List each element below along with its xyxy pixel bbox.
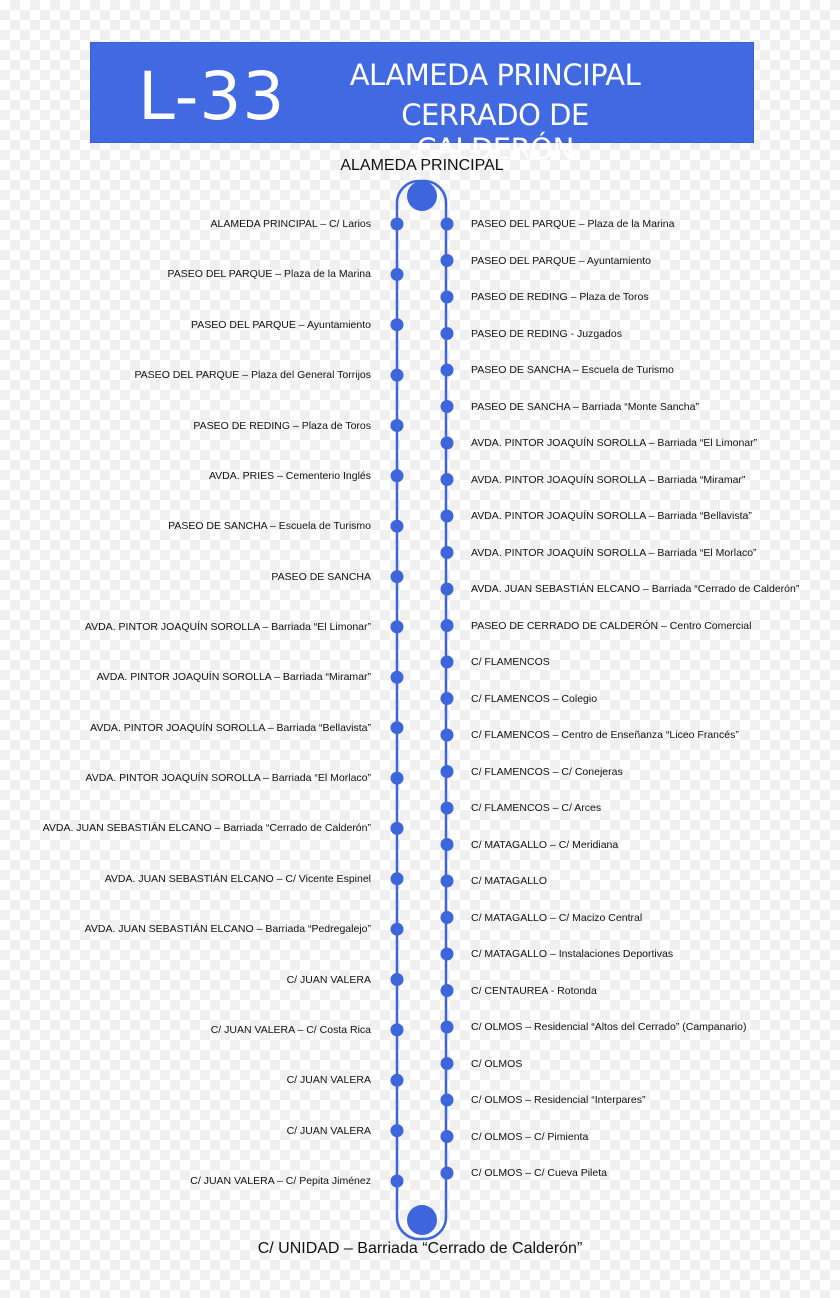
- outbound-stop-label: C/ JUAN VALERA: [286, 973, 371, 986]
- return-stop-label: C/ OLMOS – C/ Pimienta: [471, 1130, 589, 1143]
- return-stop-label: C/ FLAMENCOS – C/ Arces: [471, 802, 602, 814]
- outbound-stop-label: AVDA. PRIES – Cementerio Inglés: [208, 469, 371, 482]
- return-stop-dot: [441, 1057, 454, 1070]
- outbound-stop-dot: [391, 1124, 404, 1137]
- return-stop-dot: [441, 291, 454, 304]
- outbound-stop-dot: [391, 419, 404, 432]
- route-loop-track: [397, 181, 446, 1239]
- outbound-stop-dot: [391, 469, 404, 482]
- return-stop-dot: [441, 400, 454, 413]
- return-stop-label: C/ FLAMENCOS – Colegio: [471, 692, 598, 705]
- return-stop-dot: [441, 546, 454, 559]
- return-stop-label: C/ CENTAUREA - Rotonda: [471, 984, 597, 997]
- outbound-stop-label: AVDA. PINTOR JOAQUÍN SOROLLA – Barriada “Miramar”: [96, 671, 371, 684]
- return-stop-label: C/ MATAGALLO – C/ Macizo Central: [471, 911, 643, 924]
- outbound-stop-label: PASEO DE SANCHA: [271, 570, 371, 583]
- bottom-terminal-label: C/ UNIDAD – Barriada “Cerrado de Calderón”: [257, 1240, 583, 1257]
- outbound-stop-dot: [391, 620, 404, 633]
- return-stop-label: C/ MATAGALLO – C/ Meridiana: [471, 838, 619, 851]
- return-stop-label: AVDA. JUAN SEBASTIÁN ELCANO – Barriada “Cerrado de Calderón”: [471, 583, 800, 595]
- outbound-stop-dot: [391, 570, 404, 583]
- outbound-stop-label: AVDA. JUAN SEBASTIÁN ELCANO – C/ Vicente Espinel: [104, 872, 371, 885]
- return-stop-label: PASEO DE REDING – Plaza de Toros: [471, 291, 649, 303]
- return-stop-dot: [441, 218, 454, 231]
- outbound-stop-dot: [391, 923, 404, 936]
- return-stop-label: PASEO DEL PARQUE – Ayuntamiento: [471, 254, 651, 267]
- outbound-stop-dot: [391, 520, 404, 533]
- return-stop-dot: [441, 1167, 454, 1180]
- outbound-stop-dot: [391, 1023, 404, 1036]
- outbound-stop-label: ALAMEDA PRINCIPAL – C/ Larios: [210, 218, 371, 230]
- return-stop-dot: [441, 911, 454, 924]
- outbound-stop-dot: [391, 1074, 404, 1087]
- outbound-stop-label: AVDA. PINTOR JOAQUÍN SOROLLA – Barriada “El Morlaco”: [85, 772, 371, 785]
- return-stop-label: PASEO DE SANCHA – Barriada “Monte Sancha”: [471, 400, 699, 413]
- return-stop-label: AVDA. PINTOR JOAQUÍN SOROLLA – Barriada “El Morlaco”: [471, 546, 757, 559]
- return-stop-label: C/ OLMOS – C/ Cueva Pileta: [471, 1167, 607, 1179]
- outbound-stop-label: C/ JUAN VALERA: [286, 1074, 371, 1087]
- return-stop-label: PASEO DE REDING - Juzgados: [471, 327, 622, 340]
- outbound-stop-dot: [391, 369, 404, 382]
- return-stop-dot: [441, 948, 454, 961]
- return-stop-label: C/ FLAMENCOS – C/ Conejeras: [471, 765, 623, 778]
- bottom-terminal-stop: [407, 1205, 437, 1235]
- line-name-origin: ALAMEDA PRINCIPAL: [349, 58, 641, 92]
- outbound-stop-dot: [391, 318, 404, 331]
- return-stop-dot: [441, 765, 454, 778]
- return-stop-dot: [441, 656, 454, 669]
- outbound-stop-dot: [391, 1175, 404, 1188]
- line-code: L-33: [138, 58, 286, 135]
- return-stop-dot: [441, 437, 454, 450]
- return-stop-dot: [441, 364, 454, 377]
- top-terminal-stop: [407, 181, 437, 211]
- outbound-stop-label: AVDA. JUAN SEBASTIÁN ELCANO – Barriada “Pedregalejo”: [84, 923, 371, 936]
- return-stop-label: C/ MATAGALLO: [471, 875, 548, 887]
- outbound-stop-dot: [391, 973, 404, 986]
- return-stop-label: C/ FLAMENCOS – Centro de Enseñanza “Liceo Francés”: [471, 729, 739, 741]
- return-stop-label: C/ FLAMENCOS: [471, 656, 550, 668]
- outbound-stop-label: C/ JUAN VALERA – C/ Pepita Jiménez: [190, 1175, 371, 1187]
- return-stop-label: PASEO DE SANCHA – Escuela de Turismo: [471, 364, 674, 376]
- return-stop-label: C/ OLMOS – Residencial “Altos del Cerrado” (Campanario): [471, 1021, 747, 1033]
- return-stop-dot: [441, 1094, 454, 1107]
- outbound-stop-dot: [391, 218, 404, 231]
- top-terminal-label: ALAMEDA PRINCIPAL: [340, 157, 504, 174]
- outbound-stop-dot: [391, 268, 404, 281]
- outbound-stop-label: C/ JUAN VALERA – C/ Costa Rica: [210, 1023, 371, 1036]
- outbound-stop-label: PASEO DE SANCHA – Escuela de Turismo: [168, 520, 371, 533]
- outbound-stop-label: PASEO DEL PARQUE – Ayuntamiento: [191, 318, 371, 331]
- outbound-stop-label: C/ JUAN VALERA: [286, 1124, 371, 1137]
- return-stop-label: C/ OLMOS: [471, 1057, 523, 1070]
- return-stop-label: AVDA. PINTOR JOAQUÍN SOROLLA – Barriada “Bellavista”: [471, 510, 752, 522]
- return-stop-label: PASEO DE CERRADO DE CALDERÓN – Centro Comercial: [471, 619, 752, 632]
- outbound-stop-dot: [391, 671, 404, 684]
- outbound-stop-dot: [391, 872, 404, 885]
- return-stop-dot: [441, 984, 454, 997]
- return-stop-label: AVDA. PINTOR JOAQUÍN SOROLLA – Barriada “Miramar”: [471, 473, 746, 486]
- outbound-stop-label: PASEO DEL PARQUE – Plaza del General Torrijos: [134, 369, 371, 382]
- return-stop-dot: [441, 510, 454, 523]
- outbound-stop-dot: [391, 721, 404, 734]
- return-stop-dot: [441, 838, 454, 851]
- return-stop-label: C/ OLMOS – Residencial “Interpares”: [471, 1094, 646, 1106]
- return-stop-label: PASEO DEL PARQUE – Plaza de la Marina: [471, 218, 675, 230]
- return-stop-dot: [441, 583, 454, 596]
- return-stop-dot: [441, 802, 454, 815]
- outbound-stop-label: AVDA. PINTOR JOAQUÍN SOROLLA – Barriada “El Limonar”: [84, 620, 371, 633]
- return-stop-dot: [441, 1130, 454, 1143]
- outbound-stop-label: PASEO DE REDING – Plaza de Toros: [193, 419, 371, 432]
- return-stop-dot: [441, 254, 454, 267]
- line-name-destination: CERRADO DE CALDERÓN: [401, 98, 589, 166]
- return-stop-dot: [441, 619, 454, 632]
- return-stop-label: AVDA. PINTOR JOAQUÍN SOROLLA – Barriada “El Limonar”: [471, 437, 758, 449]
- outbound-stop-dot: [391, 772, 404, 785]
- return-stop-label: C/ MATAGALLO – Instalaciones Deportivas: [471, 948, 674, 960]
- outbound-stop-label: AVDA. PINTOR JOAQUÍN SOROLLA – Barriada “Bellavista”: [90, 721, 371, 734]
- outbound-stop-dot: [391, 822, 404, 835]
- return-stop-dot: [441, 473, 454, 486]
- outbound-stop-label: AVDA. JUAN SEBASTIÁN ELCANO – Barriada “Cerrado de Calderón”: [42, 822, 371, 835]
- return-stop-dot: [441, 692, 454, 705]
- outbound-stop-label: PASEO DEL PARQUE – Plaza de la Marina: [167, 268, 371, 281]
- return-stop-dot: [441, 729, 454, 742]
- return-stop-dot: [441, 327, 454, 340]
- return-stop-dot: [441, 875, 454, 888]
- return-stop-dot: [441, 1021, 454, 1034]
